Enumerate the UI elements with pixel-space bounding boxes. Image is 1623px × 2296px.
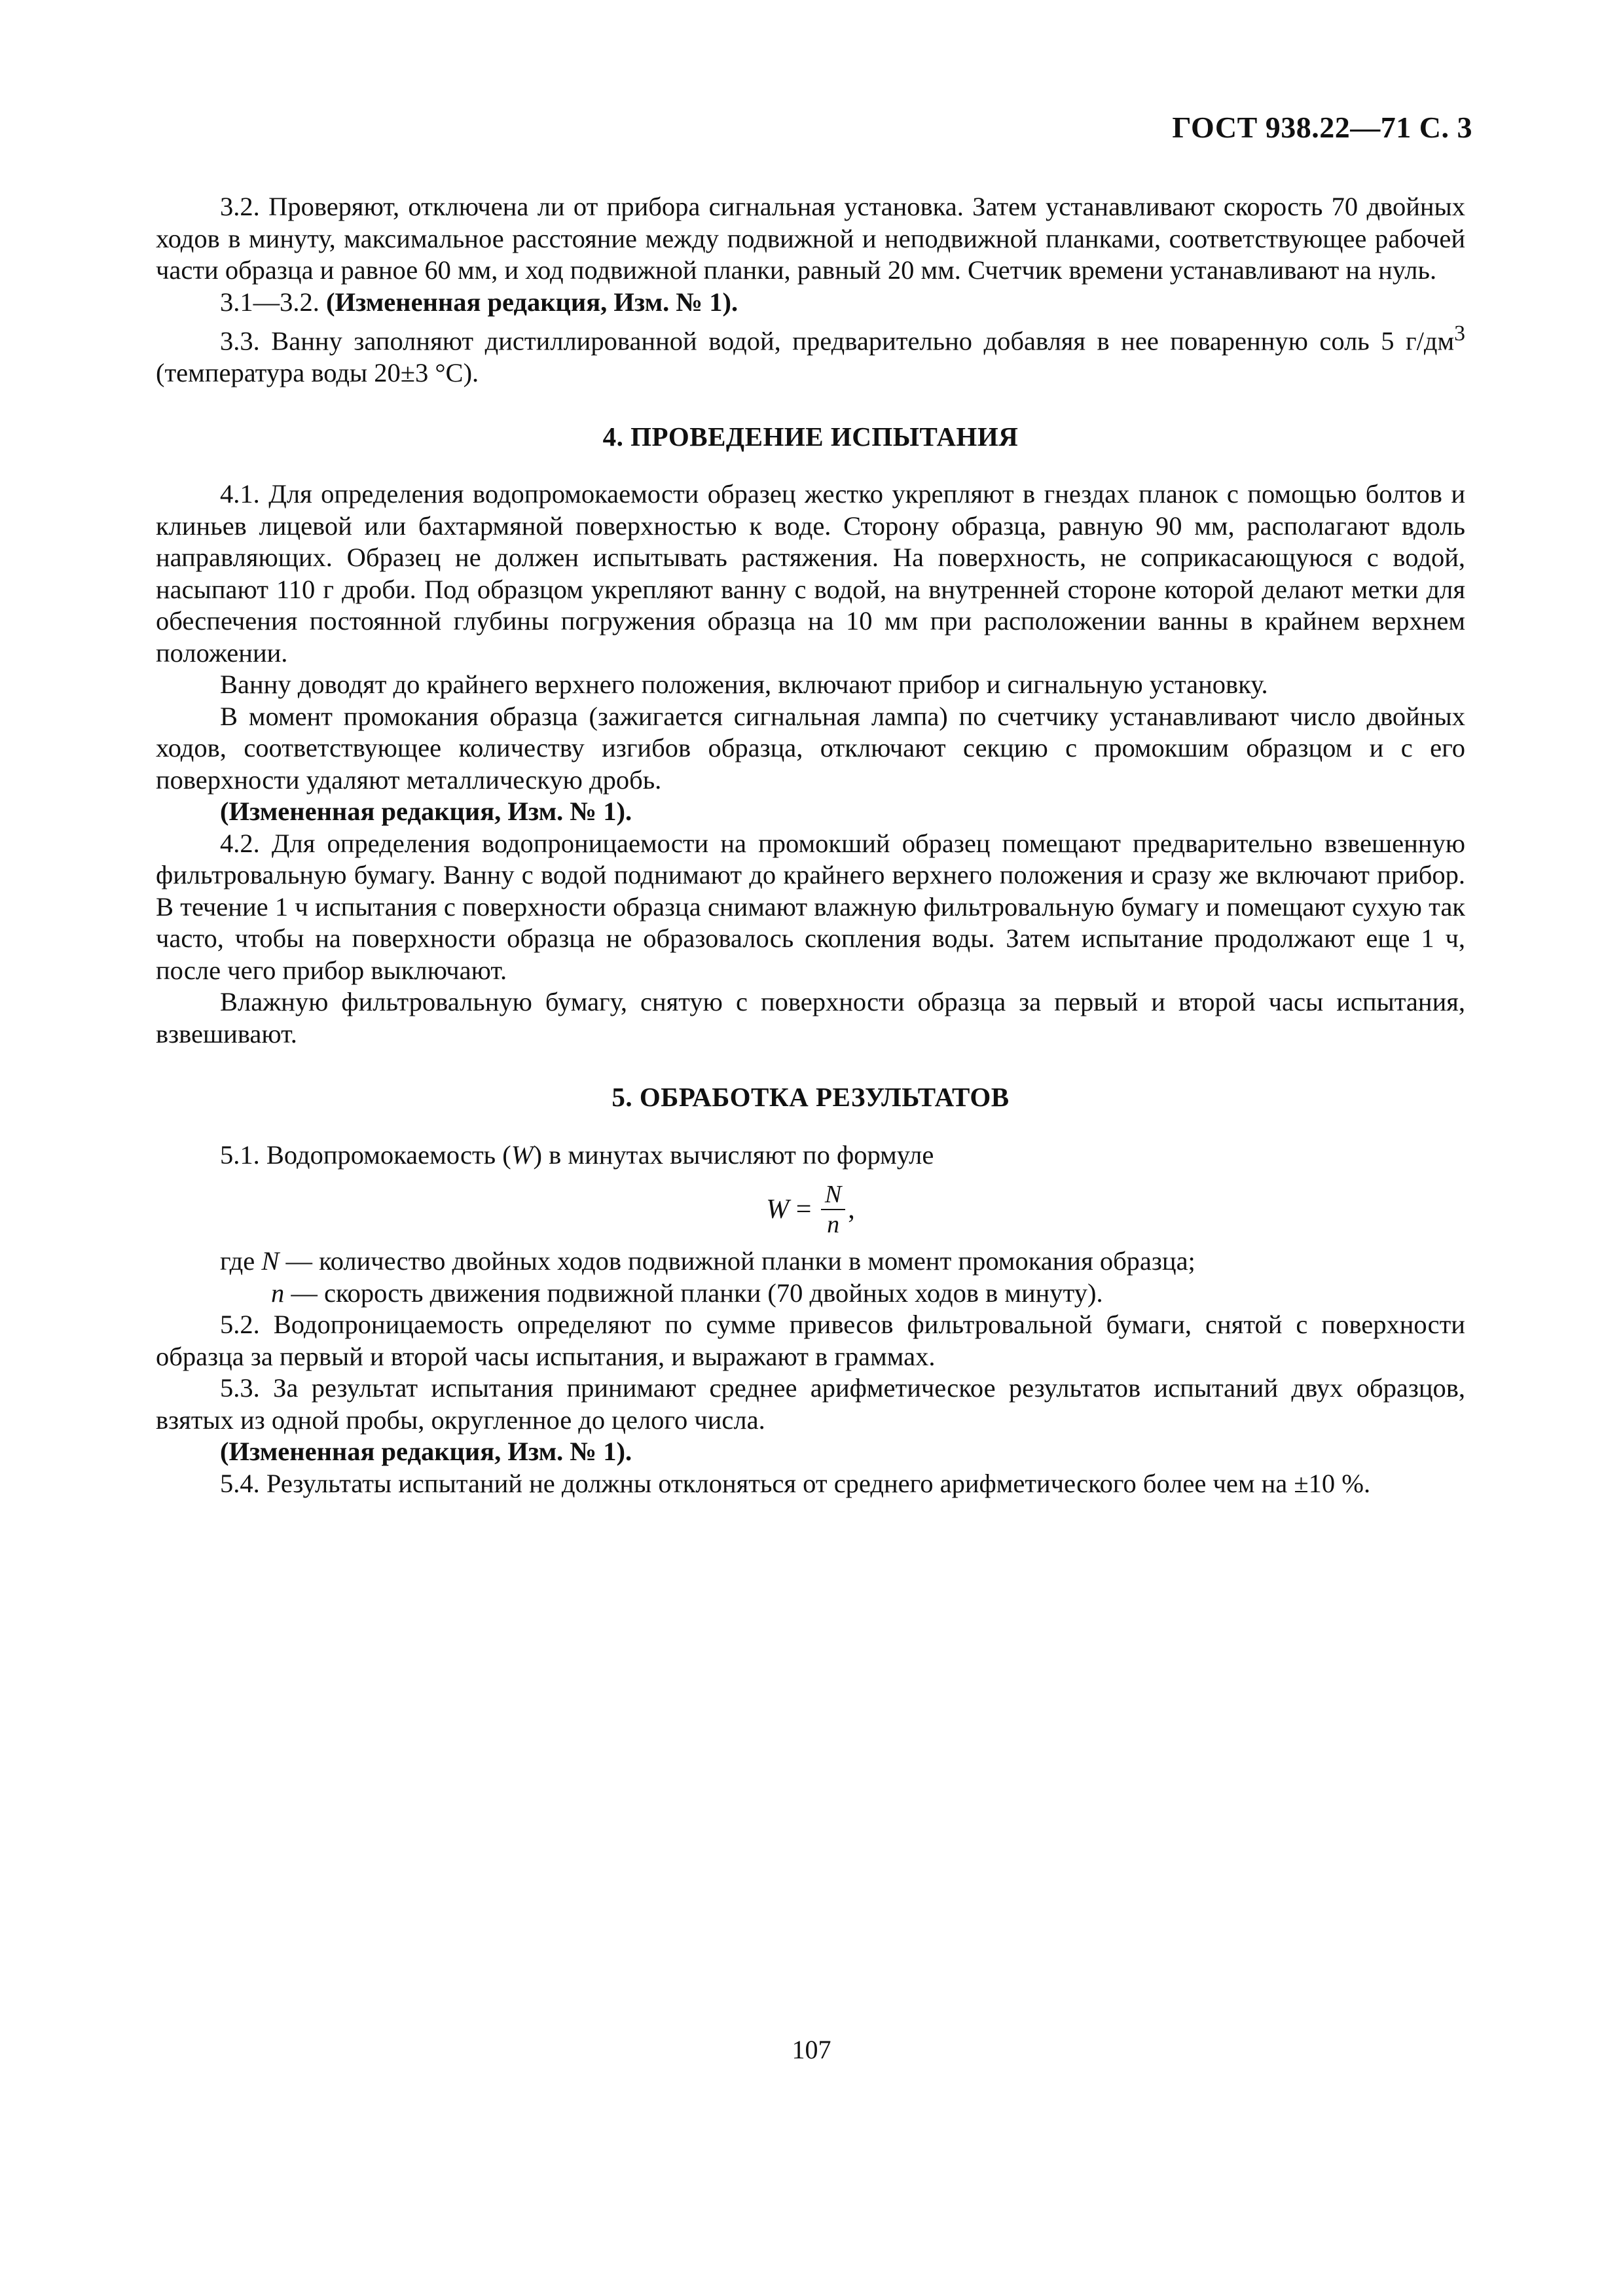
formula-equals: = bbox=[789, 1194, 818, 1225]
section-5-title: 5. ОБРАБОТКА РЕЗУЛЬТАТОВ bbox=[611, 1082, 1010, 1112]
paragraph-3-3-text: 3.3. Ванну заполняют дистиллированной водой, предварительно добавляя в нее поваренную соль 5 г/дм bbox=[220, 326, 1455, 356]
paragraph-3-2: 3.2. Проверяют, отключена ли от прибора сигнальная установка. Затем устанавливают скорость 70 двойных ходов в минуту, максимальное расстояние между подвижной и неподвижной планками, соответствующее рабочей части образца и равное 60 мм, и ход подвижной планки, равный 20 мм. Счетчик времени устанавливают на нуль. bbox=[156, 192, 1465, 285]
variable-w: W bbox=[511, 1139, 534, 1170]
where-prefix: где bbox=[220, 1246, 262, 1276]
paragraph-5-1-text: 5.1. Водопромокаемость ( bbox=[220, 1139, 511, 1170]
where-line-2-text: — скорость движения подвижной планки (70 двойных ходов в минуту). bbox=[284, 1278, 1103, 1308]
paragraph-5-4: 5.4. Результаты испытаний не должны отклоняться от среднего арифметического более чем на ±10 %. bbox=[220, 1468, 1371, 1498]
paragraph-4-1-c: В момент промокания образца (зажигается сигнальная лампа) по счетчику устанавливают число двойных ходов, соответствующее количеству изгибов образца, отключают секцию с промокшим образцом и с его поверхности удаляют металлическую дробь. bbox=[156, 701, 1465, 795]
amendment-note-4: (Измененная редакция, Изм. № 1). bbox=[220, 797, 632, 826]
where-line-n-lower bbox=[156, 1278, 1465, 1310]
paragraph-5-3: 5.3. За результат испытания принимают среднее арифметическое результатов испытаний двух образцов, взятых из одной пробы, округленное до целого числа. bbox=[156, 1373, 1465, 1435]
formula-fraction bbox=[821, 1180, 845, 1239]
section-4-title: 4. ПРОВЕДЕНИЕ ИСПЫТАНИЯ bbox=[602, 421, 1019, 452]
paragraph-5-1 bbox=[156, 1139, 1465, 1172]
formula-numerator: N bbox=[821, 1180, 845, 1210]
formula-comma: , bbox=[848, 1194, 855, 1225]
paragraph-5-1-tail: ) в минутах вычисляют по формуле bbox=[533, 1139, 934, 1170]
amendment-note: (Измененная редакция, Изм. № 1). bbox=[326, 287, 739, 317]
variable-n-lower: n bbox=[271, 1278, 285, 1308]
formula-denominator: n bbox=[827, 1211, 840, 1238]
document-body bbox=[156, 191, 1465, 1499]
where-line-n-upper bbox=[156, 1246, 1465, 1278]
formula bbox=[156, 1180, 1465, 1239]
variable-n-upper: N bbox=[261, 1246, 280, 1276]
formula-lhs: W bbox=[766, 1194, 790, 1225]
clause-number: 3.1—3.2. bbox=[220, 287, 319, 317]
paragraph-4-1: 4.1. Для определения водопромокаемости образец жестко укрепляют в гнездах планок с помощью болтов и клиньев лицевой или бахтармяной поверхностью к воде. Сторону образца, равную 90 мм, располагают вдоль направляющих. Образец не должен испытывать растяжения. На поверхность, не соприкасающуюся с водой, насыпают 110 г дроби. Под образцом укрепляют ванну с водой, на внутренней стороне которой делают метки для обеспечения постоянной глубины погружения образца на 10 мм при расположении ванны в крайнем верхнем положении. bbox=[156, 479, 1465, 668]
paragraph-5-2: 5.2. Водопроницаемость определяют по сумме привесов фильтровальной бумаги, снятой с поверхности образца за первый и второй часы испытания, и выражают в граммах. bbox=[156, 1310, 1465, 1371]
paragraph-3-3 bbox=[156, 318, 1465, 389]
paragraph-3-3-tail: (температура воды 20±3 °С). bbox=[156, 358, 479, 387]
where-line-1-text: — количество двойных ходов подвижной планки в момент промокания образца; bbox=[279, 1246, 1195, 1276]
paragraph-3-1-3-2-note bbox=[156, 287, 1465, 319]
amendment-note-5: (Измененная редакция, Изм. № 1). bbox=[220, 1437, 632, 1466]
paragraph-4-1-b: Ванну доводят до крайнего верхнего положения, включают прибор и сигнальную установку. bbox=[220, 670, 1268, 699]
paragraph-4-2-b: Влажную фильтровальную бумагу, снятую с поверхности образца за первый и второй часы испытания, взвешивают. bbox=[156, 987, 1465, 1049]
page-number: 107 bbox=[792, 2035, 831, 2064]
paragraph-4-2: 4.2. Для определения водопроницаемости на промокший образец помещают предварительно взвешенную фильтровальную бумагу. Ванну с водой поднимают до крайнего верхнего положения и сразу же включают прибор. В течение 1 ч испытания с поверхности образца снимают влажную фильтровальную бумагу и помещают сухую так часто, чтобы на поверхности образца не образовалось скопления воды. Затем испытание продолжают еще 1 ч, после чего прибор выключают. bbox=[156, 828, 1465, 985]
running-head: ГОСТ 938.22—71 С. 3 bbox=[1172, 111, 1472, 144]
superscript-3: 3 bbox=[1454, 321, 1465, 346]
